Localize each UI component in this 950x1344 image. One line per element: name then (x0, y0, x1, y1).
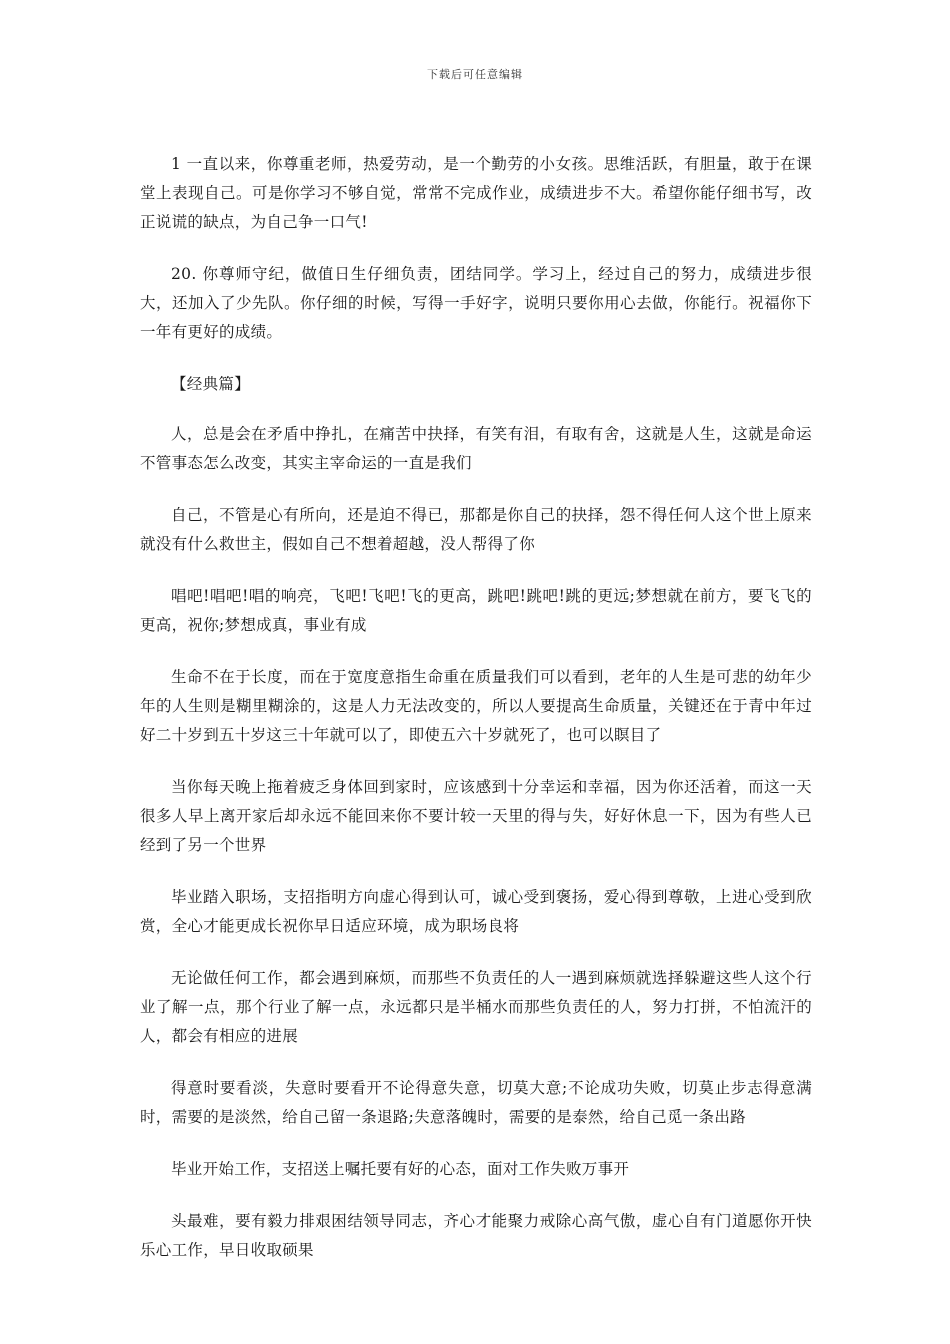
paragraph-fate: 人，总是会在矛盾中挣扎，在痛苦中抉择，有笑有泪，有取有舍，这就是人生，这就是命运不管事态怎么改变，其实主宰命运的一直是我们 (140, 425, 812, 472)
paragraph-comment-1: 1 一直以来，你尊重老师，热爱劳动，是一个勤劳的小女孩。思维活跃，有胆量，敢于在课堂上表现自己。可是你学习不够自觉，常常不完成作业，成绩进步不大。希望你能仔细书写，改正说谎的缺点，为自己争一口气! (140, 155, 812, 231)
document-body (140, 150, 812, 1288)
paragraph-success-failure: 得意时要看淡，失意时要看开不论得意失意，切莫大意;不论成功失败，切莫止步志得意满时，需要的是淡然，给自己留一条退路;失意落魄时，需要的是泰然，给自己觅一条出路 (140, 1079, 812, 1126)
paragraph-choice: 自己，不管是心有所向，还是迫不得已，那都是你自己的抉择，怨不得任何人这个世上原来就没有什么救世主，假如自己不想着超越，没人帮得了你 (140, 506, 812, 553)
paragraph-work-begin: 毕业开始工作，支招送上嘱托要有好的心态，面对工作失败万事开 (171, 1160, 630, 1178)
section-heading-classic: 【经典篇】 (171, 375, 251, 393)
paragraph-responsibility: 无论做任何工作，都会遇到麻烦，而那些不负责任的人一遇到麻烦就选择躲避这些人这个行业了解一点，那个行业了解一点，永远都只是半桶水而那些负责任的人，努力打拼，不怕流汗的人，都会有相应的进展 (140, 969, 812, 1045)
paragraph-dream: 唱吧!唱吧!唱的响亮，飞吧!飞吧!飞的更高，跳吧!跳吧!跳的更远;梦想就在前方，要飞飞的更高，祝你;梦想成真，事业有成 (140, 587, 812, 634)
paragraph-perseverance: 头最难，要有毅力排艰困结领导同志，齐心才能聚力戒除心高气傲，虚心自有门道愿你开快乐心工作，早日收取硕果 (140, 1212, 812, 1259)
paragraph-comment-20: 20. 你尊师守纪，做值日生仔细负责，团结同学。学习上，经过自己的努力，成绩进步很大，还加入了少先队。你仔细的时候，写得一手好字，说明只要你用心去做，你能行。祝福你下一年有更好的成绩。 (140, 265, 812, 341)
paragraph-life-width: 生命不在于长度，而在于宽度意指生命重在质量我们可以看到，老年的人生是可悲的幼年少年的人生则是糊里糊涂的，这是人力无法改变的，所以人要提高生命质量，关键还在于青中年过好二十岁到五十岁这三十年就可以了，即使五六十岁就死了，也可以瞑目了 (140, 668, 812, 744)
paragraph-career-start: 毕业踏入职场，支招指明方向虚心得到认可，诚心受到褒扬，爱心得到尊敬，上进心受到欣赏，全心才能更成长祝你早日适应环境，成为职场良将 (140, 888, 812, 935)
page-header-note: 下载后可任意编辑 (427, 68, 523, 81)
paragraph-gratitude: 当你每天晚上拖着疲乏身体回到家时，应该感到十分幸运和幸福，因为你还活着，而这一天很多人早上离开家后却永远不能回来你不要计较一天里的得与失，好好休息一下，因为有些人已经到了另一个世界 (140, 778, 812, 854)
